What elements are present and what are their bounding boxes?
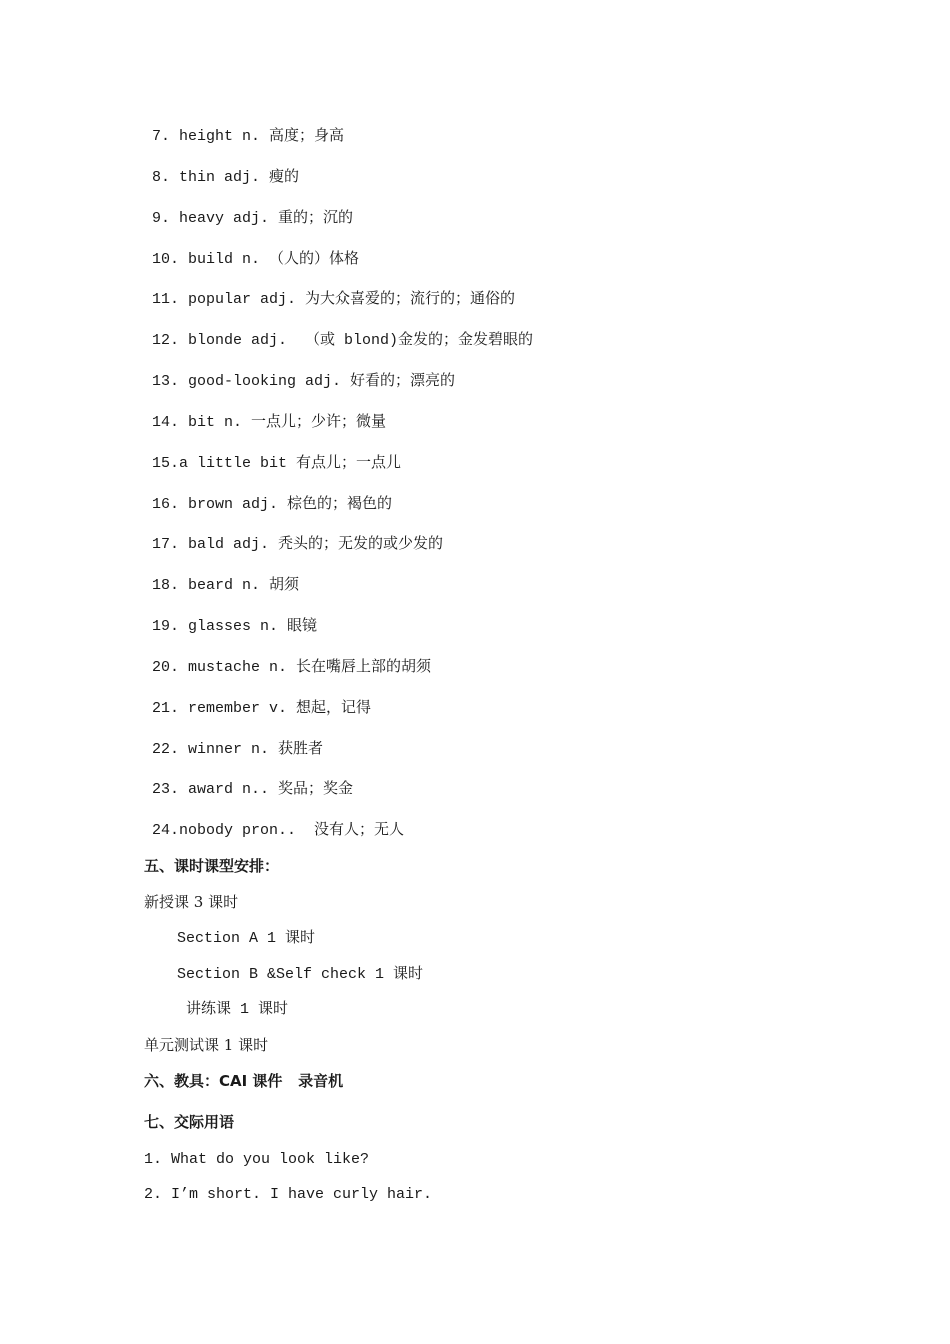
communication-phrase: 1. What do you look like? (144, 1151, 370, 1168)
vocab-item: 17. bald adj. 秃头的；无发的或少发的 (152, 536, 444, 553)
vocab-item: 9. heavy adj. 重的；沉的 (152, 210, 354, 227)
vocab-item: 15.a little bit 有点儿；一点儿 (152, 455, 402, 472)
schedule-item: Section A 1 课时 (177, 930, 316, 947)
vocab-item: 16. brown adj. 棕色的；褐色的 (152, 496, 393, 513)
vocab-item: 11. popular adj. 为大众喜爱的；流行的；通俗的 (152, 291, 516, 308)
schedule-new-lessons: 新授课 3 课时 (144, 893, 239, 911)
vocab-item: 13. good-looking adj. 好看的；漂亮的 (152, 373, 456, 390)
section-heading-schedule: 五、课时课型安排： (144, 857, 280, 875)
vocab-item: 14. bit n. 一点儿；少许；微量 (152, 414, 387, 431)
section-heading-teaching-aids: 六、教具：CAI 课件 录音机 (144, 1072, 344, 1090)
communication-phrase: 2. I’m short. I have curly hair. (144, 1186, 433, 1203)
vocab-item: 10. build n. （人的）体格 (152, 251, 360, 268)
schedule-unit-test: 单元测试课 1 课时 (144, 1036, 269, 1054)
section-heading-communication: 七、交际用语 (144, 1113, 235, 1131)
vocab-item: 24.nobody pron.. 没有人；无人 (152, 822, 405, 839)
vocab-item: 8. thin adj. 瘦的 (152, 169, 300, 186)
vocab-item: 12. blonde adj. （或 blond)金发的；金发碧眼的 (152, 332, 534, 349)
vocab-item: 21. remember v. 想起，记得 (152, 700, 372, 717)
vocab-item: 19. glasses n. 眼镜 (152, 618, 318, 635)
vocab-item: 23. award n.. 奖品；奖金 (152, 781, 354, 798)
vocab-item: 20. mustache n. 长在嘴唇上部的胡须 (152, 659, 432, 676)
vocab-item: 22. winner n. 获胜者 (152, 741, 324, 758)
vocab-item: 18. beard n. 胡须 (152, 577, 300, 594)
vocab-item: 7. height n. 高度；身高 (152, 128, 345, 145)
schedule-item: Section B &Self check 1 课时 (177, 966, 424, 983)
schedule-item: 讲练课 1 课时 (177, 1001, 289, 1018)
